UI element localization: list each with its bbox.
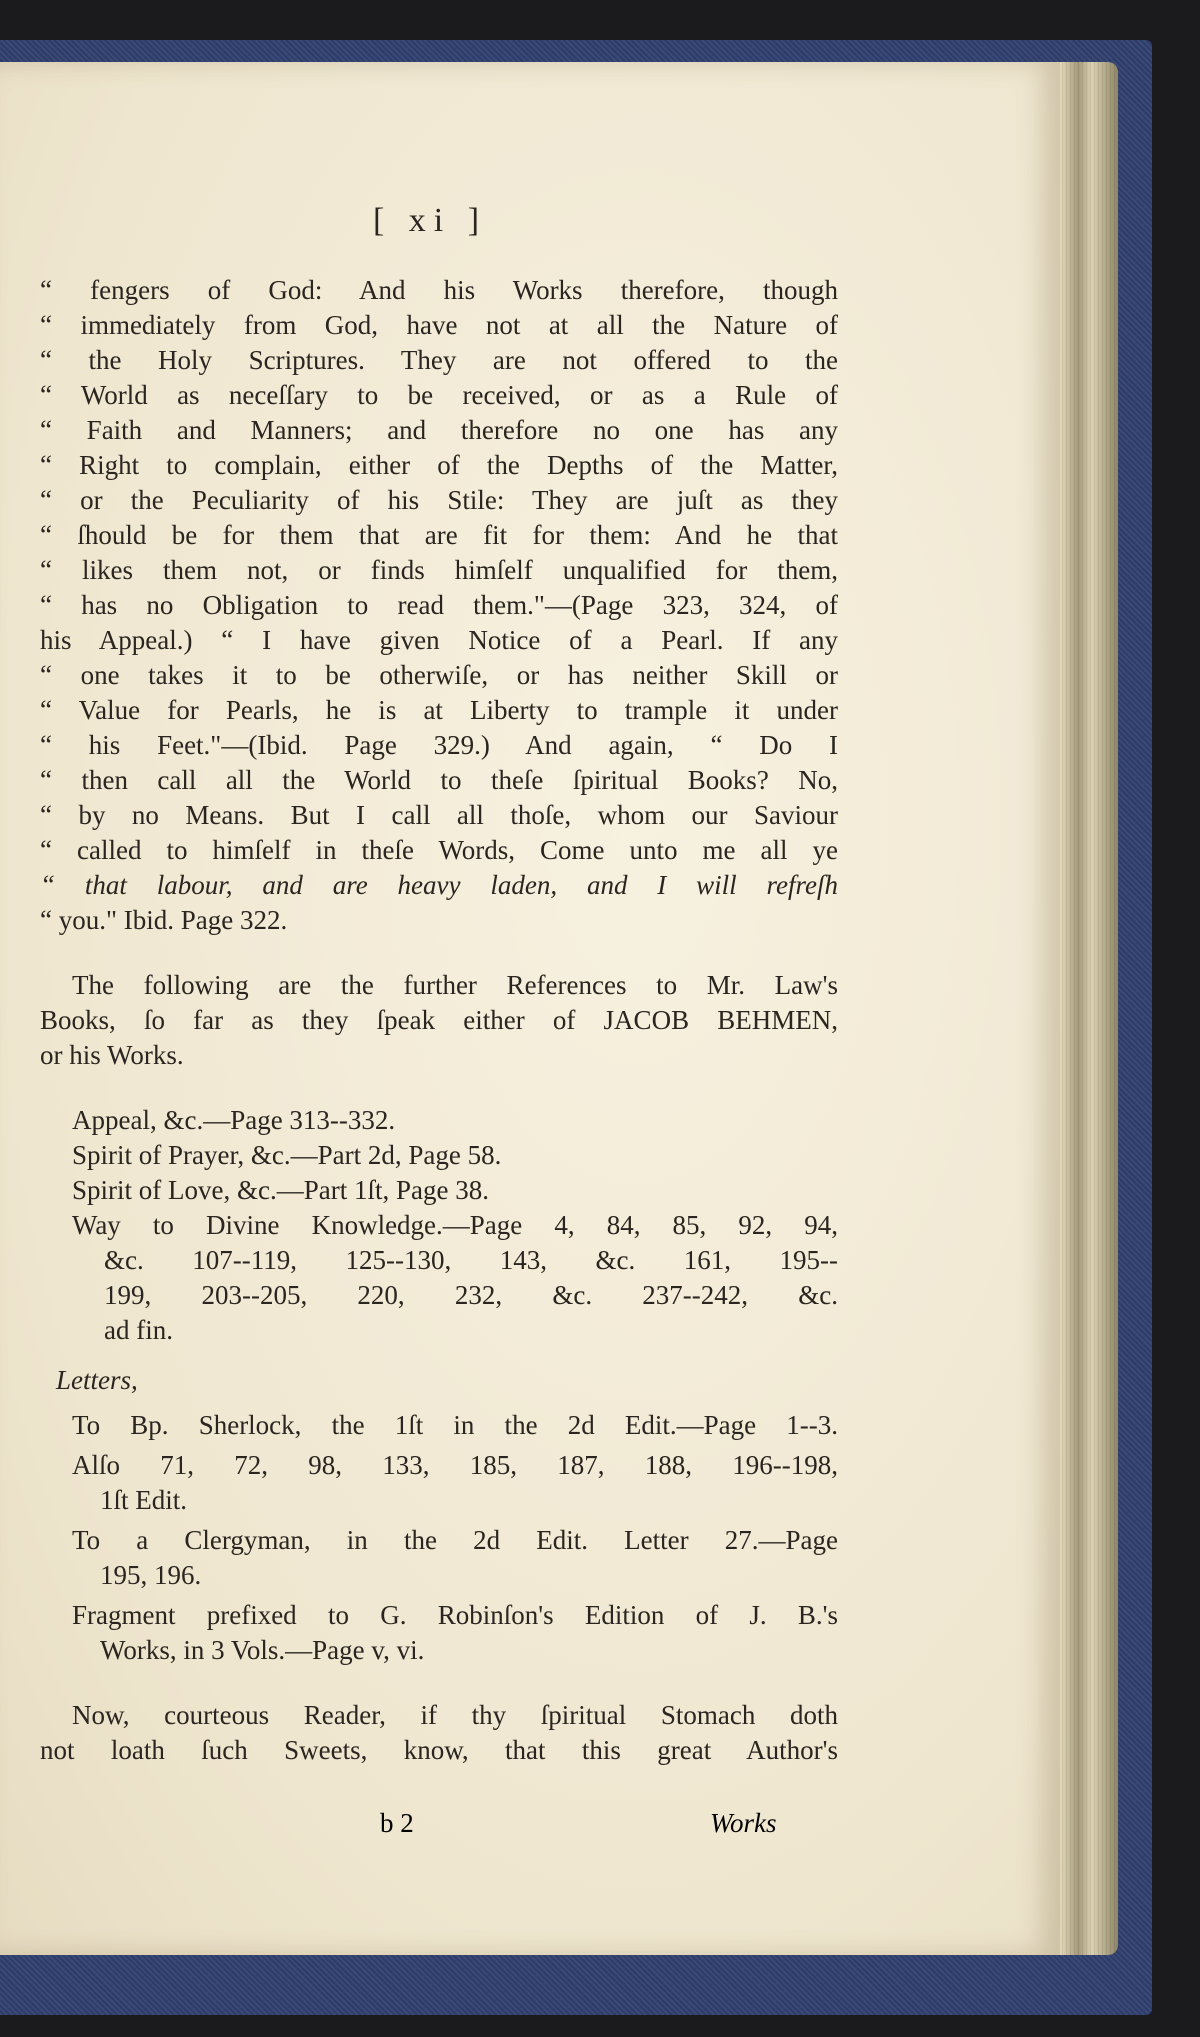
quote-line: “ immediately from God, have not at all the Nature of	[40, 310, 838, 341]
quote-line: “ his Feet."—(Ibid. Page 329.) And again, “ Do I	[40, 730, 838, 761]
reference-line: Spirit of Love, &c.—Part 1ſt, Page 38.	[72, 1175, 489, 1205]
quote-line: “ Value for Pearls, he is at Liberty to trample it under	[40, 695, 838, 726]
book-page	[0, 62, 1060, 1955]
quote-line: “ Faith and Manners; and therefore no one has any	[40, 415, 838, 446]
quote-line: “ or the Peculiarity of his Stile: They are juſt as they	[40, 485, 838, 516]
letter-line: 1ſt Edit.	[100, 1485, 187, 1515]
quote-line: “ you." Ibid. Page 322.	[40, 905, 838, 936]
letter-line: Fragment prefixed to G. Robinſon's Edition of J. B.'s	[72, 1600, 838, 1630]
reference-line: 199, 203--205, 220, 232, &c. 237--242, &c.	[104, 1280, 838, 1310]
reference-line: Spirit of Prayer, &c.—Part 2d, Page 58.	[72, 1140, 502, 1170]
reference-line: ad fin.	[104, 1315, 173, 1345]
catchword: Works	[710, 1808, 777, 1838]
quote-line: “ then call all the World to theſe ſpiritual Books? No,	[40, 765, 838, 796]
quote-line: “ has no Obligation to read them."—(Page 323, 324, of	[40, 590, 838, 621]
quote-line: “ by no Means. But I call all thoſe, whom our Saviour	[40, 800, 838, 831]
reference-line: Appeal, &c.—Page 313--332.	[72, 1105, 396, 1135]
quote-line: “ that labour, and are heavy laden, and I will refreſh	[40, 870, 838, 901]
letter-line: To Bp. Sherlock, the 1ſt in the 2d Edit.—Page 1--3.	[72, 1410, 838, 1440]
paragraph-line: The following are the further References to Mr. Law's	[72, 970, 838, 1000]
letter-line: Alſo 71, 72, 98, 133, 185, 187, 188, 196--198,	[72, 1450, 838, 1480]
quote-line: “ called to himſelf in theſe Words, Come unto me all ye	[40, 835, 838, 866]
paragraph-line: or his Works.	[40, 1040, 184, 1070]
letters-heading: Letters,	[56, 1365, 138, 1395]
quote-line: “ likes them not, or finds himſelf unqualified for them,	[40, 555, 838, 586]
signature-mark: b 2	[380, 1808, 414, 1838]
quote-line: “ World as neceſſary to be received, or as a Rule of	[40, 380, 838, 411]
text-line: his Appeal.) “ I have given Notice of a Pearl. If any	[40, 625, 838, 655]
quote-line: “ the Holy Scriptures. They are not offered to the	[40, 345, 838, 376]
letter-line: To a Clergyman, in the 2d Edit. Letter 27.—Page	[72, 1525, 838, 1555]
reference-line: Way to Divine Knowledge.—Page 4, 84, 85, 92, 94,	[72, 1210, 838, 1240]
quote-line: “ ſhould be for them that are fit for them: And he that	[40, 520, 838, 551]
paragraph-line: Books, ſo far as they ſpeak either of JACOB BEHMEN,	[40, 1005, 838, 1035]
quote-line: “ one takes it to be otherwiſe, or has neither Skill or	[40, 660, 838, 691]
quote-line: “ fengers of God: And his Works therefore, though	[40, 275, 838, 306]
reference-line: &c. 107--119, 125--130, 143, &c. 161, 195--	[104, 1245, 838, 1275]
page-header: [ xi ]	[372, 202, 488, 239]
paragraph-line: not loath ſuch Sweets, know, that this great Author's	[40, 1735, 838, 1765]
quote-line: “ Right to complain, either of the Depths of the Matter,	[40, 450, 838, 481]
paragraph-line: Now, courteous Reader, if thy ſpiritual Stomach doth	[72, 1700, 838, 1730]
letter-line: Works, in 3 Vols.—Page v, vi.	[100, 1635, 425, 1665]
letter-line: 195, 196.	[100, 1560, 202, 1590]
